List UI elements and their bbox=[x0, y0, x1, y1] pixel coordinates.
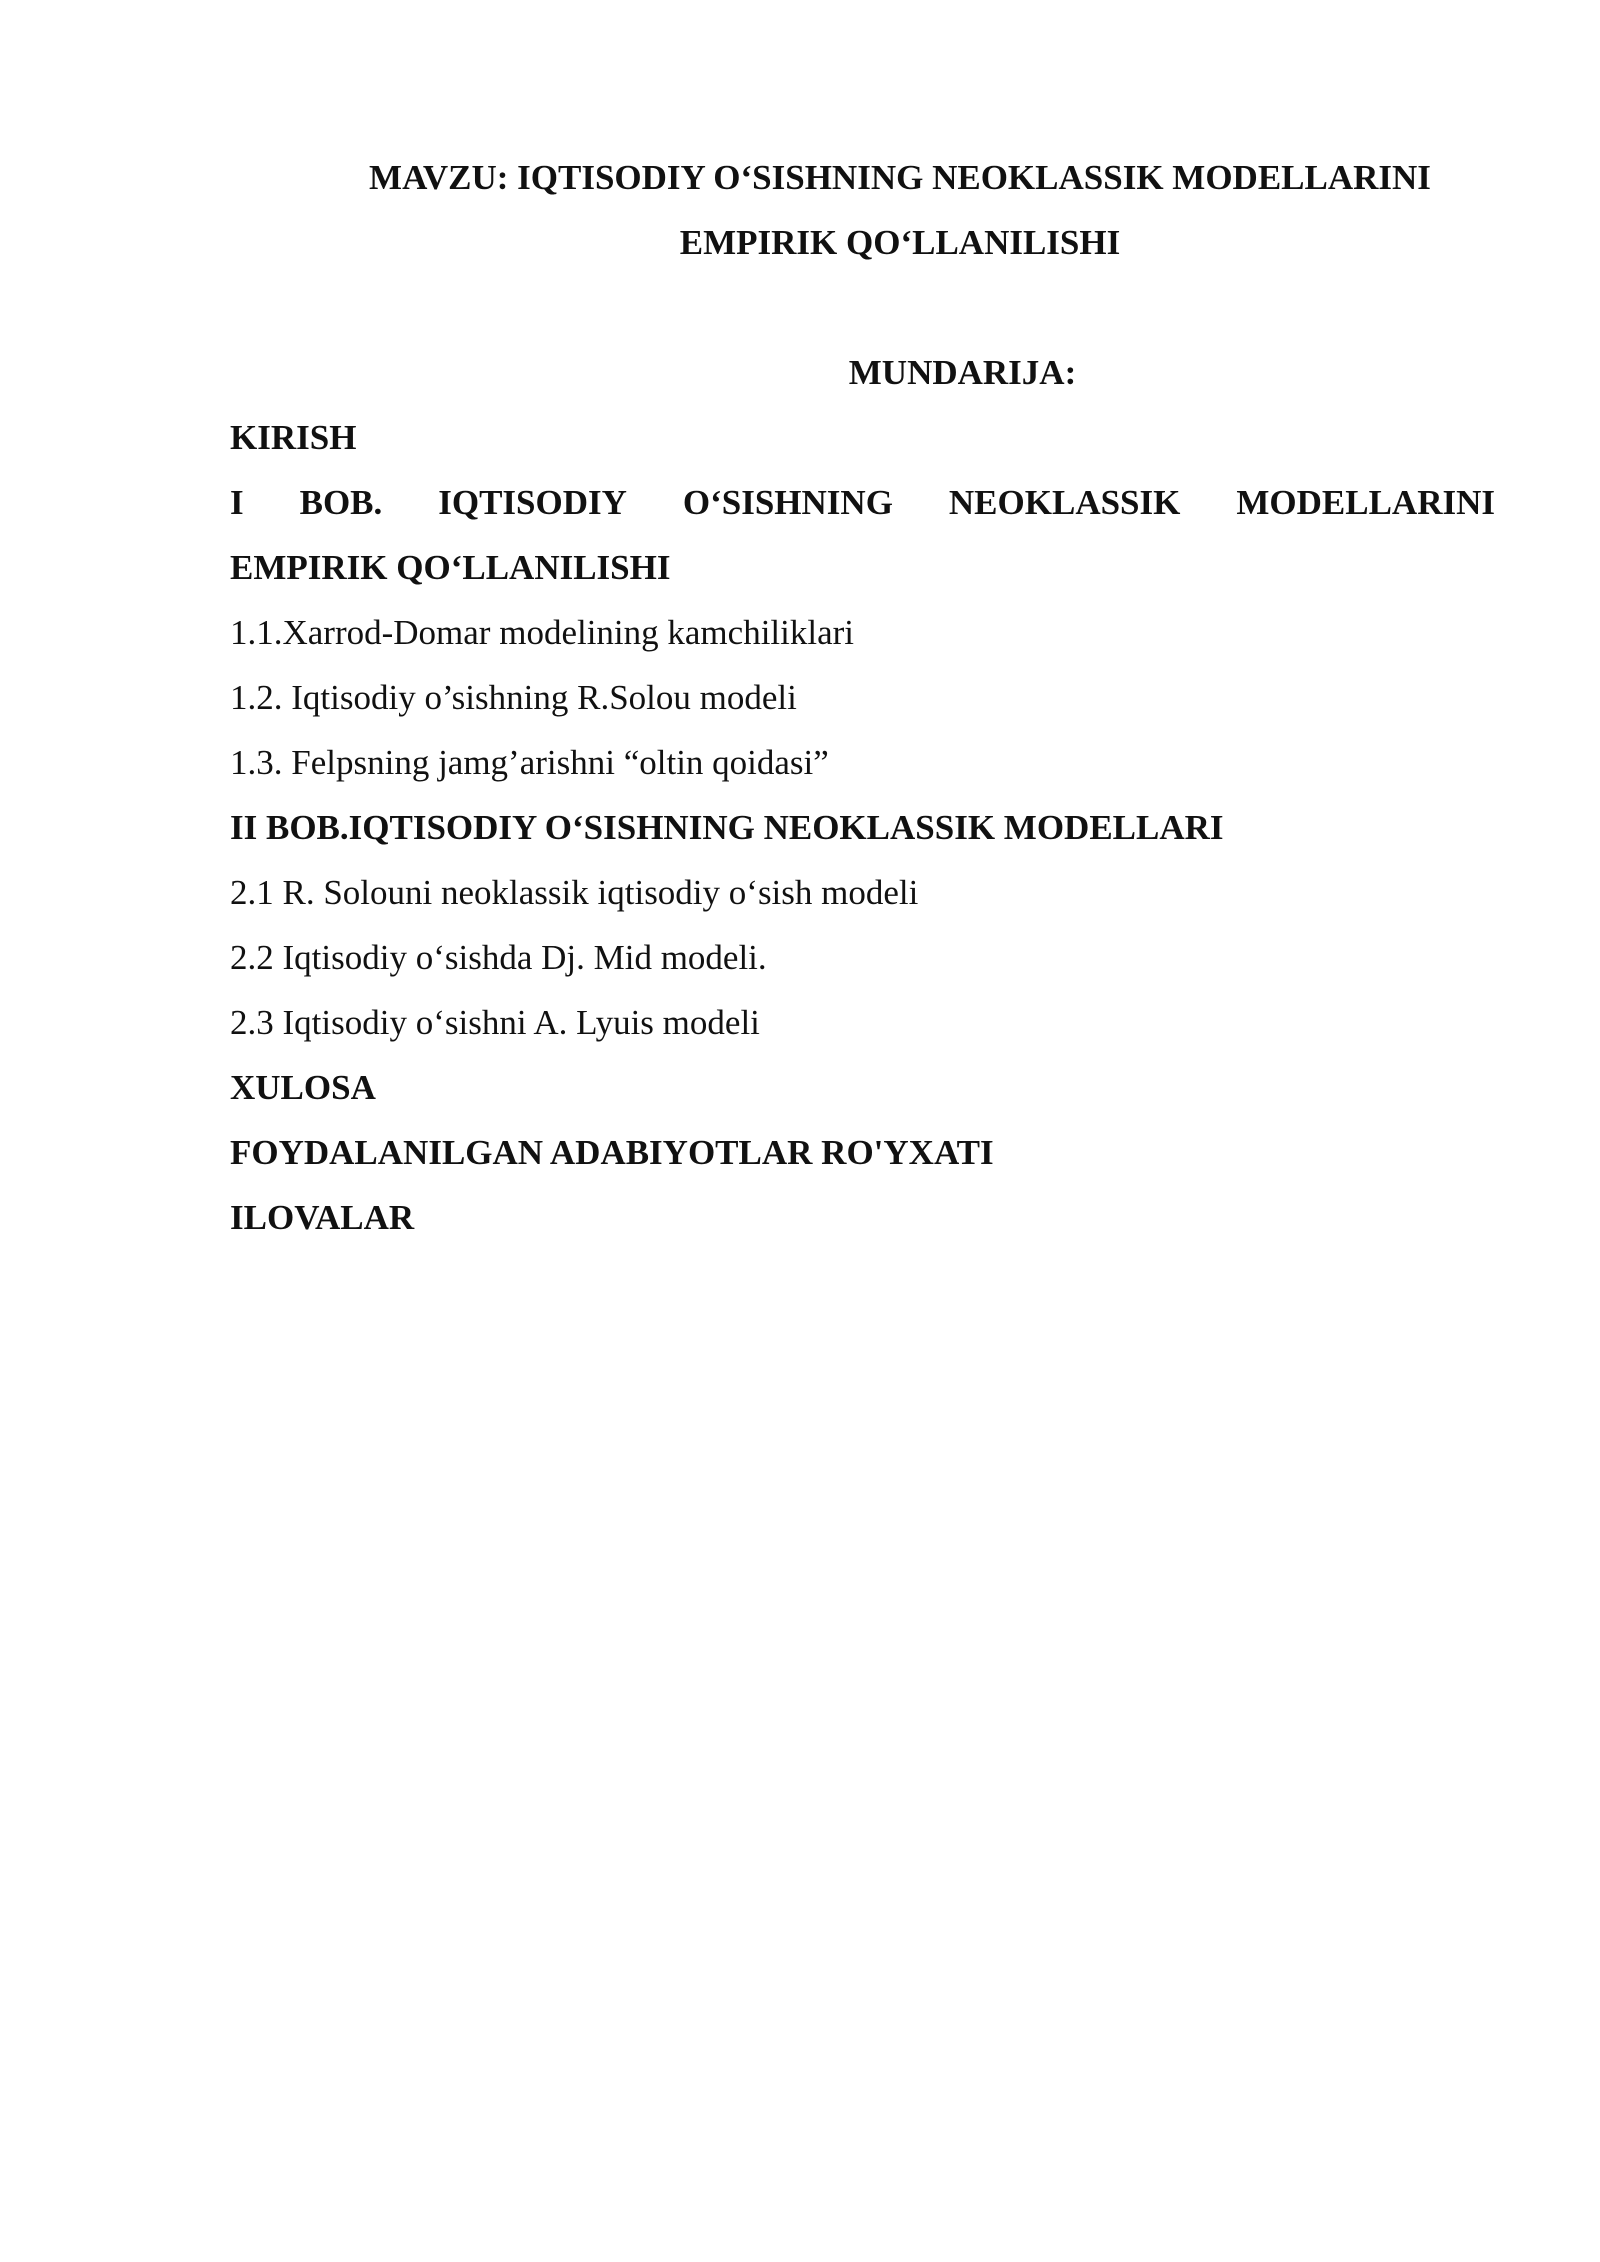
toc-chapter-1-word: I bbox=[230, 483, 244, 522]
toc-intro: KIRISH bbox=[230, 418, 357, 457]
toc-section-1-2: 1.2. Iqtisodiy o’sishning R.Solou modeli bbox=[230, 678, 797, 717]
toc-chapter-1-word: NEOKLASSIK bbox=[948, 483, 1181, 522]
toc-section-2-3: 2.3 Iqtisodiy o‘sishni A. Lyuis modeli bbox=[230, 1003, 760, 1042]
document-title bbox=[300, 145, 1500, 275]
toc-section-1-1: 1.1.Xarrod-Domar modelining kamchiliklari bbox=[230, 613, 855, 652]
toc-section-1-3: 1.3. Felpsning jamg’arishni “oltin qoidasi” bbox=[230, 743, 829, 782]
toc-conclusion: XULOSA bbox=[230, 1068, 376, 1107]
toc-chapter-1-word: IQTISODIY bbox=[438, 483, 627, 522]
toc-chapter-1-word: O‘SISHNING bbox=[682, 483, 893, 522]
title-line-2: EMPIRIK QO‘LLANILISHI bbox=[679, 223, 1121, 262]
contents-heading: MUNDARIJA: bbox=[848, 353, 1077, 392]
toc-section-2-2: 2.2 Iqtisodiy o‘sishda Dj. Mid modeli. bbox=[230, 938, 767, 977]
table-of-contents bbox=[230, 405, 1495, 1250]
toc-appendices: ILOVALAR bbox=[230, 1198, 415, 1237]
toc-chapter-2: II BOB.IQTISODIY O‘SISHNING NEOKLASSIK MODELLARI bbox=[230, 808, 1224, 847]
toc-section-2-1: 2.1 R. Solouni neoklassik iqtisodiy o‘sish modeli bbox=[230, 873, 919, 912]
title-line-1: MAVZU: IQTISODIY O‘SISHNING NEOKLASSIK MODELLARINI bbox=[369, 158, 1431, 197]
toc-chapter-1 bbox=[230, 470, 1495, 535]
toc-references: FOYDALANILGAN ADABIYOTLAR RO'YXATI bbox=[230, 1133, 994, 1172]
toc-chapter-1-word: BOB. bbox=[299, 483, 383, 522]
toc-chapter-1-word: MODELLARINI bbox=[1236, 483, 1495, 522]
toc-chapter-1-continued: EMPIRIK QO‘LLANILISHI bbox=[230, 548, 671, 587]
